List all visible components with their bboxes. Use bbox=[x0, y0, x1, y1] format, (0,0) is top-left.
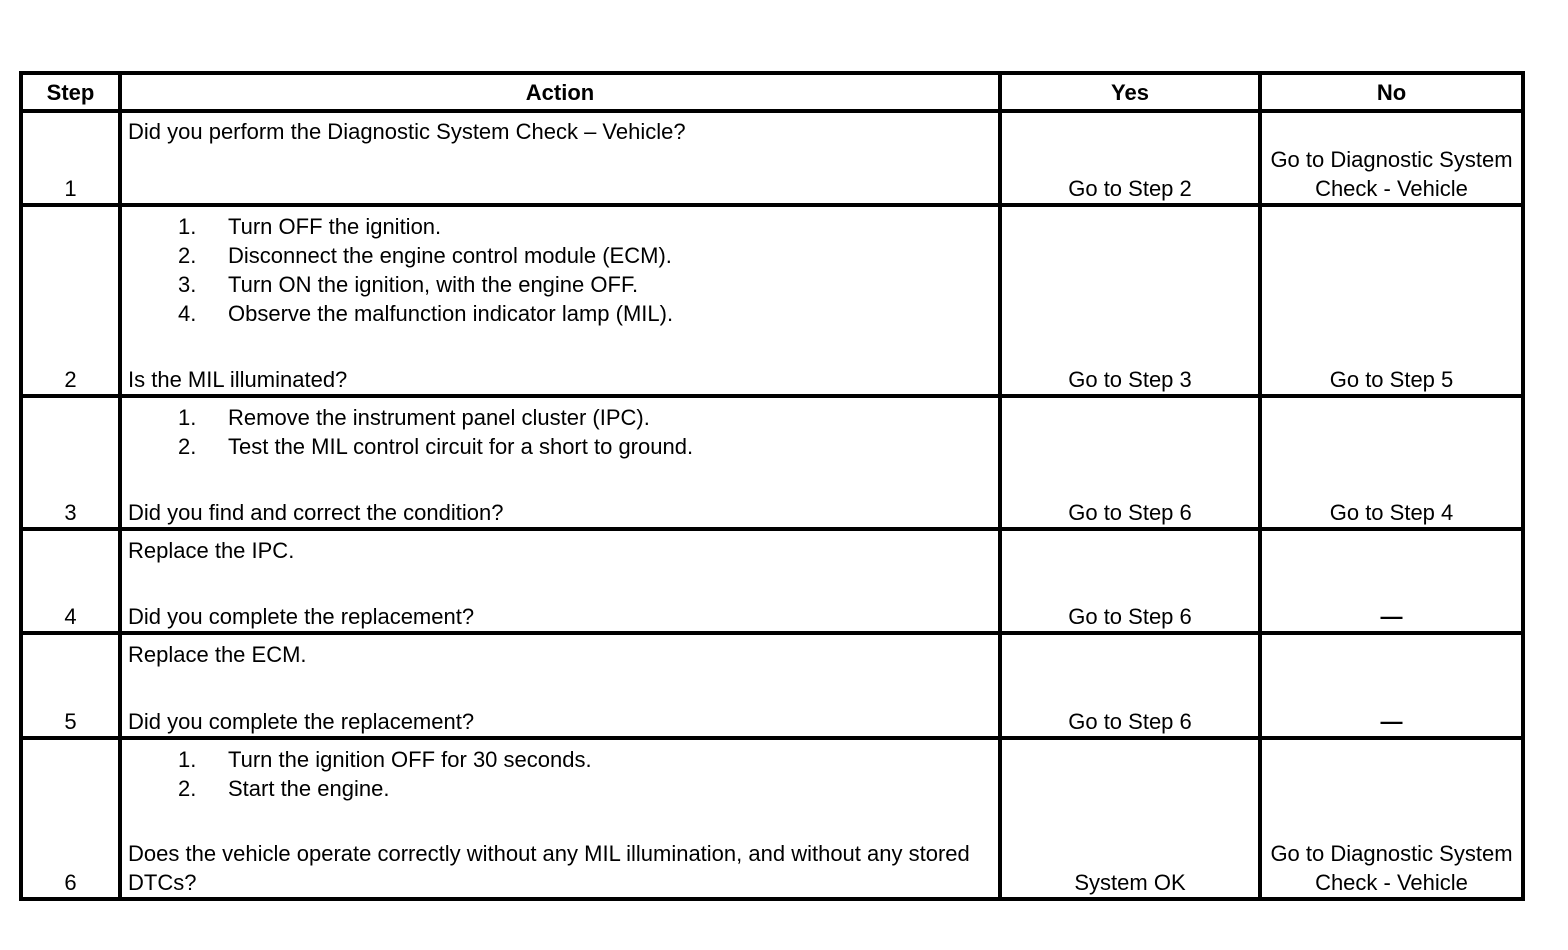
action-cell bbox=[120, 205, 1000, 396]
yes-cell: Go to Step 2 bbox=[1000, 111, 1260, 205]
instruction-text: Start the engine. bbox=[228, 776, 390, 801]
yes-cell: Go to Step 3 bbox=[1000, 205, 1260, 396]
table-row bbox=[21, 111, 1523, 205]
list-item bbox=[128, 241, 992, 270]
instruction-text: Observe the malfunction indicator lamp (MIL). bbox=[228, 301, 674, 326]
yes-cell: Go to Step 6 bbox=[1000, 396, 1260, 529]
step-number: 2 bbox=[21, 205, 120, 396]
instruction-text: Test the MIL control circuit for a short to ground. bbox=[228, 434, 694, 459]
list-item bbox=[128, 270, 992, 299]
yes-cell: System OK bbox=[1000, 738, 1260, 899]
action-cell bbox=[120, 111, 1000, 205]
action-cell bbox=[120, 529, 1000, 633]
list-item bbox=[128, 299, 992, 328]
instruction-text: Turn OFF the ignition. bbox=[228, 214, 442, 239]
list-item bbox=[128, 403, 992, 432]
action-cell bbox=[120, 633, 1000, 738]
action-cell bbox=[120, 738, 1000, 899]
action-cell bbox=[120, 396, 1000, 529]
header-step: Step bbox=[21, 73, 120, 111]
list-item bbox=[128, 774, 992, 803]
instruction-number: 1. bbox=[178, 747, 197, 772]
step-number: 1 bbox=[21, 111, 120, 205]
action-question: Did you complete the replacement? bbox=[128, 709, 475, 734]
yes-cell: Go to Step 6 bbox=[1000, 633, 1260, 738]
action-question: Does the vehicle operate correctly without any MIL illumination, and without any stored DTCs? bbox=[128, 841, 970, 895]
instruction-number: 2. bbox=[178, 434, 197, 459]
header-row bbox=[21, 73, 1523, 111]
header-yes: Yes bbox=[1000, 73, 1260, 111]
instruction-text: Turn ON the ignition, with the engine OFF. bbox=[228, 272, 639, 297]
no-cell: — bbox=[1260, 529, 1523, 633]
instruction-number: 4. bbox=[178, 301, 197, 326]
instruction-number: 1. bbox=[178, 405, 197, 430]
no-cell: — bbox=[1260, 633, 1523, 738]
step-number: 3 bbox=[21, 396, 120, 529]
instruction-text: Disconnect the engine control module (ECM). bbox=[228, 243, 672, 268]
list-item bbox=[128, 745, 992, 774]
step-number: 5 bbox=[21, 633, 120, 738]
step-number: 4 bbox=[21, 529, 120, 633]
diagnostic-table bbox=[19, 71, 1525, 901]
action-lead: Replace the IPC. bbox=[128, 538, 295, 563]
yes-cell: Go to Step 6 bbox=[1000, 529, 1260, 633]
header-no: No bbox=[1260, 73, 1523, 111]
action-question: Is the MIL illuminated? bbox=[128, 367, 348, 392]
action-question: Did you complete the replacement? bbox=[128, 604, 475, 629]
table-row bbox=[21, 529, 1523, 633]
instruction-number: 3. bbox=[178, 272, 197, 297]
instruction-number: 1. bbox=[178, 214, 197, 239]
list-item bbox=[128, 432, 992, 461]
instruction-text: Turn the ignition OFF for 30 seconds. bbox=[228, 747, 592, 772]
action-lead: Replace the ECM. bbox=[128, 642, 307, 667]
instruction-number: 2. bbox=[178, 243, 197, 268]
list-item bbox=[128, 212, 992, 241]
action-question: Did you find and correct the condition? bbox=[128, 500, 504, 525]
no-cell: Go to Diagnostic System Check - Vehicle bbox=[1260, 111, 1523, 205]
instruction-text: Remove the instrument panel cluster (IPC). bbox=[228, 405, 650, 430]
instruction-list bbox=[128, 212, 992, 328]
action-question: Did you perform the Diagnostic System Check – Vehicle? bbox=[128, 119, 686, 144]
no-cell: Go to Step 4 bbox=[1260, 396, 1523, 529]
table-row bbox=[21, 205, 1523, 396]
instruction-list bbox=[128, 745, 992, 803]
table-row bbox=[21, 738, 1523, 899]
header-action: Action bbox=[120, 73, 1000, 111]
no-cell: Go to Diagnostic System Check - Vehicle bbox=[1260, 738, 1523, 899]
instruction-number: 2. bbox=[178, 776, 197, 801]
no-cell: Go to Step 5 bbox=[1260, 205, 1523, 396]
table-row bbox=[21, 633, 1523, 738]
instruction-list bbox=[128, 403, 992, 461]
table-row bbox=[21, 396, 1523, 529]
step-number: 6 bbox=[21, 738, 120, 899]
